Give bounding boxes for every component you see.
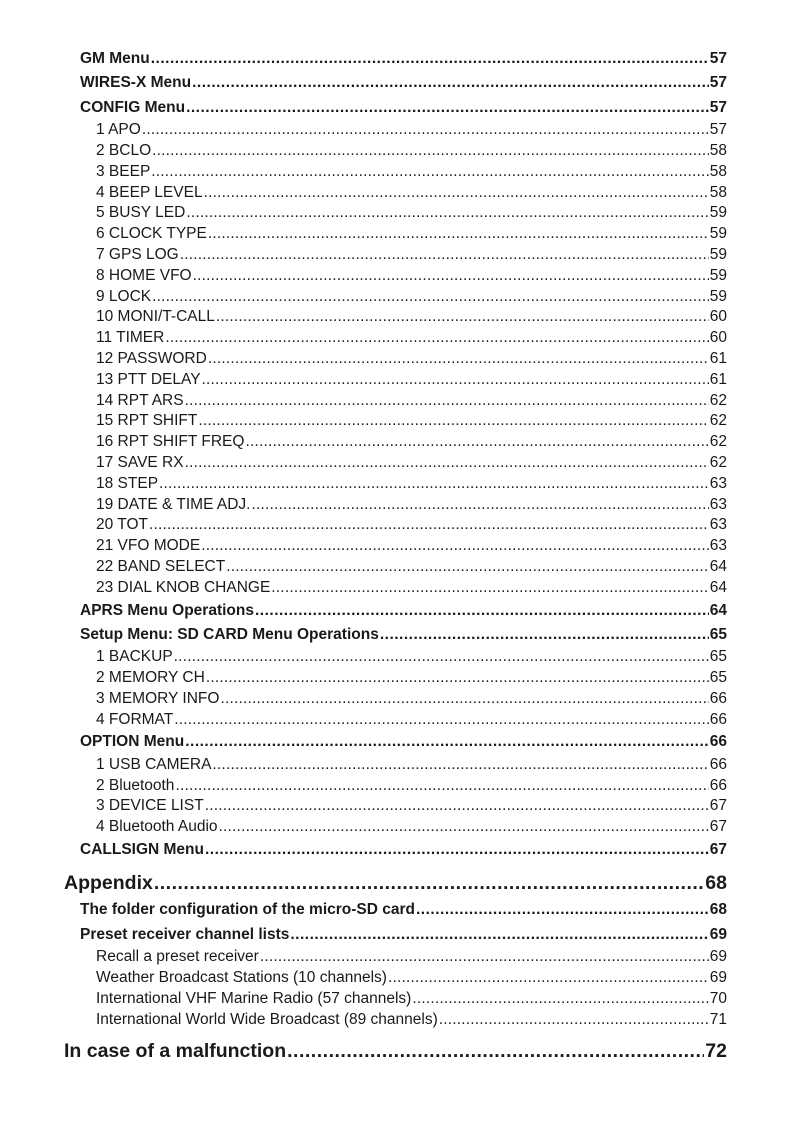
toc-entry-page: 62 <box>709 391 727 409</box>
dot-leader <box>202 370 709 391</box>
toc-entry-page: 58 <box>709 183 727 201</box>
toc-entry[interactable] <box>96 328 727 349</box>
toc-entry-page: 57 <box>709 98 727 116</box>
toc-entry-page: 58 <box>709 162 727 180</box>
toc-entry-label: 2 BCLO <box>96 141 152 159</box>
toc-entry-page: 60 <box>709 329 727 347</box>
dot-leader <box>193 266 709 287</box>
toc-entry-page: 66 <box>709 776 727 794</box>
toc-entry-label: CONFIG Menu <box>80 98 186 116</box>
toc-entry-label: 3 BEEP <box>96 162 151 180</box>
dot-leader <box>180 245 709 266</box>
toc-entry-label: GM Menu <box>80 50 150 67</box>
toc-entry-label: 11 TIMER <box>96 329 165 347</box>
dot-leader <box>205 838 709 862</box>
dot-leader <box>198 411 708 432</box>
toc-entry-page: 66 <box>709 689 727 707</box>
toc-entry-label: Recall a preset receiver <box>96 948 259 966</box>
dot-leader <box>186 96 709 120</box>
toc-entry-page: 62 <box>709 433 727 451</box>
toc-entry[interactable] <box>64 868 727 898</box>
toc-entry-page: 60 <box>709 308 727 326</box>
dot-leader <box>175 776 708 797</box>
dot-leader <box>388 968 709 989</box>
toc-entry-label: 1 BACKUP <box>96 648 173 666</box>
toc-entry-label: WIRES-X Menu <box>80 74 192 92</box>
toc-entry-label: 10 MONI/T-CALL <box>96 308 215 326</box>
toc-entry[interactable] <box>96 989 727 1010</box>
toc-entry[interactable] <box>80 71 727 95</box>
toc-entry-label: Setup Menu: SD CARD Menu Operations <box>80 625 379 643</box>
toc-entry-page: 64 <box>709 601 727 619</box>
toc-entry-label: 20 TOT <box>96 516 148 534</box>
toc-entry-label: OPTION Menu <box>80 733 185 751</box>
toc-entry-page: 70 <box>709 989 727 1007</box>
toc-entry[interactable] <box>96 349 727 370</box>
dot-leader <box>287 1036 704 1066</box>
dot-leader <box>201 536 709 557</box>
dot-leader <box>226 557 709 578</box>
toc-entry-label: 9 LOCK <box>96 287 152 305</box>
toc-entry-page: 68 <box>709 901 727 919</box>
toc-entry[interactable] <box>96 647 727 668</box>
toc-entry-label: 3 MEMORY INFO <box>96 689 220 707</box>
dot-leader <box>204 183 709 204</box>
toc-entry[interactable] <box>96 183 727 204</box>
toc-entry-page: 66 <box>709 755 727 773</box>
toc-entry[interactable] <box>96 120 727 141</box>
toc-entry-page: 69 <box>709 969 727 987</box>
dot-leader <box>212 755 708 776</box>
toc-entry-page: 57 <box>709 50 727 67</box>
dot-leader <box>152 141 709 162</box>
toc-entry-label: 4 BEEP LEVEL <box>96 183 203 201</box>
dot-leader <box>151 47 709 71</box>
toc-entry[interactable] <box>96 968 727 989</box>
dot-leader <box>439 1010 709 1031</box>
dot-leader <box>260 947 709 968</box>
toc-entry-page: 65 <box>709 669 727 687</box>
toc-entry-label: In case of a malfunction <box>64 1040 287 1063</box>
toc-entry-label: 14 RPT ARS <box>96 391 184 409</box>
toc-entry[interactable] <box>96 224 727 245</box>
table-of-contents <box>0 47 791 1066</box>
toc-entry[interactable] <box>96 432 727 453</box>
toc-entry[interactable] <box>96 689 727 710</box>
toc-entry[interactable] <box>80 838 727 862</box>
toc-entry-label: 18 STEP <box>96 474 159 492</box>
toc-entry-page: 62 <box>709 453 727 471</box>
toc-entry-label: 2 Bluetooth <box>96 776 175 794</box>
toc-entry-label: Weather Broadcast Stations (10 channels) <box>96 969 387 987</box>
toc-entry-label: 7 GPS LOG <box>96 245 179 263</box>
toc-entry-label: International VHF Marine Radio (57 channels) <box>96 989 412 1007</box>
toc-entry-page: 65 <box>709 625 727 643</box>
toc-entry-label: Preset receiver channel lists <box>80 925 290 943</box>
toc-entry-page: 57 <box>709 74 727 92</box>
dot-leader <box>208 349 709 370</box>
toc-entry-page: 72 <box>705 1040 727 1063</box>
toc-entry-page: 63 <box>709 495 727 513</box>
toc-entry-page: 67 <box>709 841 727 859</box>
toc-entry-page: 63 <box>709 537 727 555</box>
toc-entry[interactable] <box>96 796 727 817</box>
toc-entry[interactable] <box>96 536 727 557</box>
toc-entry[interactable] <box>96 515 727 536</box>
toc-entry-page: 59 <box>709 266 727 284</box>
toc-entry-label: 12 PASSWORD <box>96 349 207 367</box>
dot-leader <box>216 307 709 328</box>
toc-entry[interactable] <box>96 474 727 495</box>
toc-entry-label: 8 HOME VFO <box>96 266 192 284</box>
toc-entry[interactable] <box>80 47 727 71</box>
toc-entry-page: 68 <box>705 872 727 895</box>
toc-entry-label: 19 DATE & TIME ADJ. <box>96 495 251 513</box>
dot-leader <box>412 989 708 1010</box>
dot-leader <box>174 647 709 668</box>
toc-entry-label: 22 BAND SELECT <box>96 557 226 575</box>
toc-entry-label: 17 SAVE RX <box>96 453 184 471</box>
dot-leader <box>416 898 709 922</box>
toc-entry[interactable] <box>80 730 727 754</box>
toc-entry-page: 59 <box>709 287 727 305</box>
toc-entry-page: 62 <box>709 412 727 430</box>
toc-entry-page: 67 <box>709 818 727 836</box>
toc-entry-label: 21 VFO MODE <box>96 537 201 555</box>
dot-leader <box>220 689 708 710</box>
toc-entry-page: 59 <box>709 245 727 263</box>
toc-entry-page: 57 <box>709 121 727 139</box>
toc-entry[interactable] <box>96 141 727 162</box>
toc-entry[interactable] <box>80 923 727 947</box>
toc-entry-label: 3 DEVICE LIST <box>96 797 204 815</box>
dot-leader <box>192 71 709 95</box>
toc-entry[interactable] <box>96 370 727 391</box>
dot-leader <box>208 224 709 245</box>
toc-entry-page: 69 <box>709 948 727 966</box>
toc-entry-page: 69 <box>709 925 727 943</box>
toc-entry[interactable] <box>96 307 727 328</box>
toc-entry-page: 66 <box>709 710 727 728</box>
toc-entry[interactable] <box>96 578 727 599</box>
toc-entry-label: 5 BUSY LED <box>96 204 186 222</box>
toc-entry-label: Appendix <box>64 872 153 895</box>
toc-entry[interactable] <box>96 947 727 968</box>
toc-entry[interactable] <box>80 623 727 647</box>
toc-entry-page: 66 <box>709 733 727 751</box>
toc-entry-label: 15 RPT SHIFT <box>96 412 198 430</box>
toc-entry[interactable] <box>80 599 727 623</box>
dot-leader <box>271 578 708 599</box>
toc-entry[interactable] <box>80 898 727 922</box>
toc-entry-page: 67 <box>709 797 727 815</box>
toc-entry-label: CALLSIGN Menu <box>80 841 204 859</box>
toc-entry-label: 2 MEMORY CH <box>96 669 205 687</box>
toc-entry-label: 1 USB CAMERA <box>96 755 212 773</box>
toc-entry-page: 64 <box>709 578 727 596</box>
toc-entry[interactable] <box>96 453 727 474</box>
dot-leader <box>174 710 709 731</box>
dot-leader <box>205 796 709 817</box>
toc-entry[interactable] <box>64 1036 727 1066</box>
toc-entry-page: 61 <box>709 370 727 388</box>
dot-leader <box>142 120 709 141</box>
toc-entry[interactable] <box>96 557 727 578</box>
toc-entry-page: 61 <box>709 349 727 367</box>
toc-entry-page: 58 <box>709 141 727 159</box>
toc-entry-page: 65 <box>709 648 727 666</box>
toc-entry-label: The folder configuration of the micro-SD card <box>80 901 415 919</box>
dot-leader <box>149 515 709 536</box>
dot-leader <box>165 328 708 349</box>
dot-leader <box>219 817 709 838</box>
dot-leader <box>151 162 708 183</box>
toc-entry[interactable] <box>96 1010 727 1031</box>
toc-entry-page: 71 <box>709 1010 727 1028</box>
toc-entry-label: 1 APO <box>96 121 141 139</box>
toc-entry-label: 6 CLOCK TYPE <box>96 225 207 243</box>
toc-entry[interactable] <box>96 668 727 689</box>
toc-entry-label: 4 Bluetooth Audio <box>96 818 218 836</box>
dot-leader <box>255 599 709 623</box>
dot-leader <box>290 923 708 947</box>
toc-entry[interactable] <box>80 96 727 120</box>
toc-entry-label: 23 DIAL KNOB CHANGE <box>96 578 271 596</box>
toc-entry-page: 64 <box>709 557 727 575</box>
dot-leader <box>185 453 709 474</box>
toc-entry-page: 63 <box>709 516 727 534</box>
dot-leader <box>206 668 709 689</box>
dot-leader <box>185 730 709 754</box>
toc-entry[interactable] <box>96 245 727 266</box>
toc-entry[interactable] <box>96 287 727 308</box>
toc-entry[interactable] <box>96 162 727 183</box>
dot-leader <box>154 868 704 898</box>
dot-leader <box>251 495 708 516</box>
toc-entry[interactable] <box>96 755 727 776</box>
toc-entry-label: 16 RPT SHIFT FREQ <box>96 433 245 451</box>
toc-entry[interactable] <box>96 203 727 224</box>
toc-entry-label: APRS Menu Operations <box>80 601 254 619</box>
toc-entry-page: 59 <box>709 225 727 243</box>
toc-entry-label: 4 FORMAT <box>96 710 174 728</box>
toc-entry-label: International World Wide Broadcast (89 channels) <box>96 1010 438 1028</box>
toc-entry[interactable] <box>96 411 727 432</box>
toc-entry[interactable] <box>96 776 727 797</box>
toc-entry[interactable] <box>96 817 727 838</box>
dot-leader <box>380 623 709 647</box>
dot-leader <box>186 203 708 224</box>
dot-leader <box>152 287 709 308</box>
toc-entry[interactable] <box>96 495 727 516</box>
toc-entry[interactable] <box>96 266 727 287</box>
toc-entry-label: 13 PTT DELAY <box>96 370 201 388</box>
toc-entry-page: 63 <box>709 474 727 492</box>
toc-entry[interactable] <box>96 710 727 731</box>
dot-leader <box>159 474 709 495</box>
toc-entry-page: 59 <box>709 204 727 222</box>
dot-leader <box>245 432 708 453</box>
toc-entry[interactable] <box>96 391 727 412</box>
dot-leader <box>185 391 709 412</box>
